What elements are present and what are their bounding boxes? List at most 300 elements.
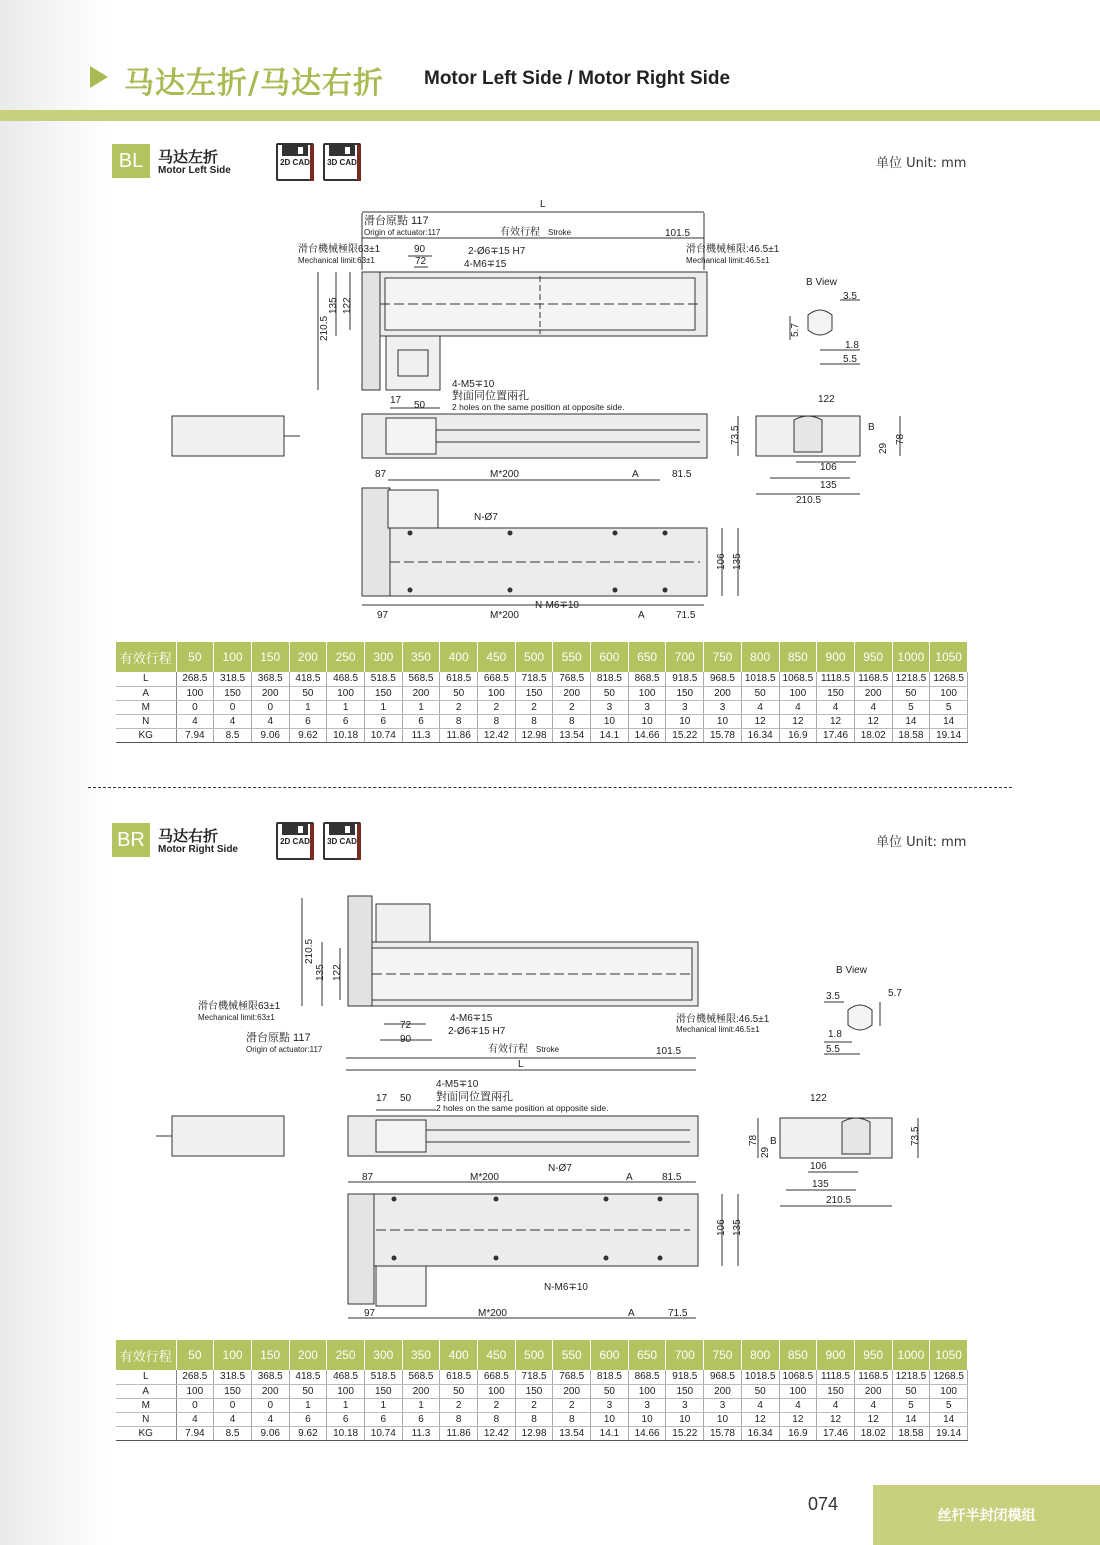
unit-label: 单位 Unit: mm	[876, 156, 967, 171]
table-cell: 10	[704, 714, 742, 728]
dim-a-top: A	[626, 1172, 633, 1183]
table-cell: 50	[440, 686, 478, 700]
table-cell: 50	[741, 686, 779, 700]
cad-2d-label: 2D CAD	[280, 837, 310, 846]
table-cell: 100	[327, 686, 365, 700]
dim-78: 78	[748, 1134, 759, 1146]
stroke-header-cell: 800	[741, 1340, 779, 1370]
table-cell: 418.5	[289, 1370, 327, 1384]
dim-90: 90	[400, 1034, 412, 1045]
origin-label-zh: 滑台原點 117	[246, 1032, 311, 1044]
opposite-holes-zh: 對面同位置兩孔	[436, 1091, 513, 1103]
dim-97: 97	[364, 1308, 376, 1319]
mech-limit-63-en: Mechanical limit:63±1	[198, 1013, 275, 1022]
table-cell: 3	[628, 1398, 666, 1412]
table-cell: 1018.5	[741, 672, 779, 686]
stroke-header-label: 有效行程	[116, 642, 176, 672]
table-cell: 150	[515, 686, 553, 700]
table-cell: 15.22	[666, 1426, 704, 1440]
table-cell: 50	[591, 1384, 629, 1398]
stroke-header-cell: 700	[666, 1340, 704, 1370]
table-cell: 9.06	[251, 728, 289, 742]
dim-78: 78	[895, 433, 906, 445]
table-cell: 5	[892, 700, 930, 714]
m5-10-label: 4-M5∓10	[436, 1079, 479, 1090]
dim-122: 122	[332, 964, 343, 981]
table-cell: 8	[515, 1412, 553, 1426]
table-cell: 16.34	[741, 728, 779, 742]
b-marker: B	[868, 422, 875, 433]
dim-m200-top: M*200	[490, 469, 519, 480]
dim-m200-bottom: M*200	[490, 610, 519, 621]
dim-1-8: 1.8	[828, 1029, 842, 1040]
table-cell: 12.98	[515, 1426, 553, 1440]
table-cell: 4	[817, 700, 855, 714]
spec-table-motor-left	[116, 642, 968, 743]
table-cell: 14	[892, 714, 930, 728]
table-cell: 100	[327, 1384, 365, 1398]
table-cell: 13.54	[553, 1426, 591, 1440]
cad-2d-label: 2D CAD	[280, 158, 310, 167]
stroke-header-cell: 100	[214, 1340, 252, 1370]
cad-3d-button[interactable]	[323, 822, 361, 860]
table-cell: 50	[289, 1384, 327, 1398]
mech-limit-63-zh: 滑台機械極限63±1	[298, 244, 381, 255]
table-cell: 11.86	[440, 728, 478, 742]
table-cell: 200	[553, 686, 591, 700]
dim-72: 72	[415, 256, 427, 267]
stroke-header-label: 有效行程	[116, 1340, 176, 1370]
table-cell: 12	[741, 1412, 779, 1426]
mech-limit-46-zh: 滑台機械極限:46.5±1	[686, 244, 780, 255]
table-cell: 100	[779, 1384, 817, 1398]
stroke-header-cell: 400	[440, 1340, 478, 1370]
stroke-header-cell: 400	[440, 642, 478, 672]
dim-a-bottom: A	[628, 1308, 635, 1319]
dim-210-5-end: 210.5	[796, 495, 822, 506]
dim-17: 17	[376, 1093, 388, 1104]
table-cell: 12	[817, 1412, 855, 1426]
table-cell: 768.5	[553, 672, 591, 686]
row-label: KG	[116, 728, 176, 742]
mech-limit-46-en: Mechanical limit:46.5±1	[676, 1025, 760, 1034]
table-cell: 318.5	[214, 1370, 252, 1384]
table-cell: 868.5	[628, 1370, 666, 1384]
row-label: A	[116, 686, 176, 700]
table-cell: 6	[289, 714, 327, 728]
table-cell: 968.5	[704, 1370, 742, 1384]
table-cell: 200	[402, 686, 440, 700]
spec-table-motor-right	[116, 1340, 968, 1441]
dim-81-5: 81.5	[672, 469, 692, 480]
table-cell: 518.5	[364, 1370, 402, 1384]
table-cell: 8	[553, 1412, 591, 1426]
table-cell: 14.1	[591, 1426, 629, 1440]
table-cell: 1	[327, 1398, 365, 1412]
stroke-header-cell: 550	[553, 642, 591, 672]
drawing-motor-left	[160, 195, 1020, 625]
dim-m200-top: M*200	[470, 1172, 499, 1183]
table-cell: 2	[440, 1398, 478, 1412]
dim-122: 122	[342, 297, 353, 314]
table-cell: 13.54	[553, 728, 591, 742]
opposite-holes-zh: 對面同位置兩孔	[452, 390, 529, 402]
stroke-header-cell: 600	[591, 642, 629, 672]
dim-135-side: 135	[732, 553, 743, 570]
table-cell: 14.66	[628, 728, 666, 742]
stroke-header-cell: 250	[327, 1340, 365, 1370]
table-cell: 15.22	[666, 728, 704, 742]
stroke-header-cell: 950	[854, 642, 892, 672]
table-cell: 6	[364, 714, 402, 728]
stroke-header-cell: 1000	[892, 642, 930, 672]
stroke-header-cell: 300	[364, 1340, 402, 1370]
row-label: A	[116, 1384, 176, 1398]
dim-90: 90	[414, 244, 426, 255]
table-cell: 718.5	[515, 1370, 553, 1384]
table-cell: 150	[666, 686, 704, 700]
table-cell: 1268.5	[930, 1370, 968, 1384]
table-cell: 6	[402, 714, 440, 728]
table-cell: 150	[364, 1384, 402, 1398]
table-cell: 8	[553, 714, 591, 728]
table-cell: 5	[892, 1398, 930, 1412]
table-cell: 50	[892, 1384, 930, 1398]
dim-3-5: 3.5	[826, 991, 840, 1002]
table-cell: 12	[779, 1412, 817, 1426]
cad-2d-button[interactable]	[276, 822, 314, 860]
table-cell: 14	[930, 1412, 968, 1426]
table-cell: 50	[440, 1384, 478, 1398]
table-cell: 4	[214, 1412, 252, 1426]
stroke-header-cell: 650	[628, 1340, 666, 1370]
table-cell: 17.46	[817, 728, 855, 742]
table-cell: 9.62	[289, 728, 327, 742]
table-cell: 868.5	[628, 672, 666, 686]
n-d7-label: N-Ø7	[548, 1163, 572, 1174]
dim-50: 50	[400, 1093, 412, 1104]
table-cell: 618.5	[440, 672, 478, 686]
table-cell: 1068.5	[779, 672, 817, 686]
cad-3d-button[interactable]	[323, 143, 361, 181]
holes-h7-label: 2-Ø6∓15 H7	[448, 1026, 506, 1037]
table-cell: 9.06	[251, 1426, 289, 1440]
table-cell: 1218.5	[892, 672, 930, 686]
holes-h7-label: 2-Ø6∓15 H7	[468, 246, 526, 257]
table-cell: 100	[176, 1384, 214, 1398]
table-cell: 0	[214, 700, 252, 714]
table-cell: 15.78	[704, 728, 742, 742]
cad-3d-label: 3D CAD	[327, 837, 357, 846]
stroke-header-cell: 200	[289, 1340, 327, 1370]
table-cell: 0	[251, 1398, 289, 1412]
stroke-header-cell: 850	[779, 1340, 817, 1370]
dim-71-5: 71.5	[668, 1308, 688, 1319]
table-cell: 8	[440, 1412, 478, 1426]
table-cell: 4	[214, 714, 252, 728]
table-row	[116, 1412, 968, 1426]
stroke-header-cell: 150	[251, 1340, 289, 1370]
table-cell: 5	[930, 1398, 968, 1412]
dim-71-5: 71.5	[676, 610, 696, 621]
table-cell: 100	[478, 686, 516, 700]
dim-5-7: 5.7	[790, 323, 801, 337]
table-cell: 200	[251, 686, 289, 700]
table-cell: 50	[892, 686, 930, 700]
table-cell: 2	[478, 1398, 516, 1412]
dim-122-end: 122	[818, 394, 835, 405]
table-cell: 3	[666, 1398, 704, 1412]
table-cell: 200	[854, 686, 892, 700]
table-cell: 2	[440, 700, 478, 714]
table-cell: 18.58	[892, 728, 930, 742]
origin-label-en: Origin of actuator:117	[246, 1045, 323, 1054]
table-cell: 12.42	[478, 728, 516, 742]
mech-limit-46-en: Mechanical limit:46.5±1	[686, 256, 770, 265]
dim-101-5: 101.5	[665, 228, 691, 239]
table-cell: 968.5	[704, 672, 742, 686]
table-cell: 200	[704, 686, 742, 700]
dim-81-5: 81.5	[662, 1172, 682, 1183]
table-cell: 1	[402, 1398, 440, 1412]
table-cell: 11.3	[402, 728, 440, 742]
table-cell: 8	[515, 714, 553, 728]
n-d7-label: N-Ø7	[474, 512, 498, 523]
table-cell: 1	[289, 1398, 327, 1412]
dim-a-top: A	[632, 469, 639, 480]
stroke-header-cell: 500	[515, 642, 553, 672]
b-view-label: B View	[836, 965, 867, 976]
dim-17: 17	[390, 395, 402, 406]
dim-1-8: 1.8	[845, 340, 859, 351]
table-cell: 200	[251, 1384, 289, 1398]
table-row	[116, 1384, 968, 1398]
table-cell: 10.74	[364, 1426, 402, 1440]
dim-m200-bottom: M*200	[478, 1308, 507, 1319]
dim-87: 87	[375, 469, 387, 480]
table-cell: 368.5	[251, 672, 289, 686]
table-cell: 668.5	[478, 672, 516, 686]
page-title-en: Motor Left Side / Motor Right Side	[424, 68, 731, 89]
table-cell: 150	[515, 1384, 553, 1398]
table-cell: 8.5	[214, 728, 252, 742]
stroke-header-cell: 350	[402, 1340, 440, 1370]
table-cell: 12.42	[478, 1426, 516, 1440]
table-row	[116, 1426, 968, 1440]
dim-5-5: 5.5	[843, 354, 857, 365]
table-cell: 468.5	[327, 1370, 365, 1384]
table-cell: 10	[628, 1412, 666, 1426]
table-cell: 6	[402, 1412, 440, 1426]
unit-label: 单位 Unit: mm	[876, 835, 967, 850]
table-cell: 10	[591, 1412, 629, 1426]
row-label: KG	[116, 1426, 176, 1440]
dim-122-end: 122	[810, 1093, 827, 1104]
dim-135-side: 135	[732, 1219, 743, 1236]
dim-97: 97	[377, 610, 389, 621]
table-cell: 200	[402, 1384, 440, 1398]
table-cell: 19.14	[930, 1426, 968, 1440]
table-cell: 200	[553, 1384, 591, 1398]
table-cell: 18.58	[892, 1426, 930, 1440]
origin-label-zh: 滑台原點 117	[364, 215, 429, 227]
table-cell: 418.5	[289, 672, 327, 686]
dim-73-5: 73.5	[910, 1126, 921, 1146]
table-cell: 100	[779, 686, 817, 700]
table-cell: 4	[817, 1398, 855, 1412]
stroke-header-cell: 100	[214, 642, 252, 672]
table-cell: 5	[930, 700, 968, 714]
stroke-label-zh: 有效行程	[488, 1044, 528, 1055]
table-cell: 3	[591, 700, 629, 714]
table-cell: 12.98	[515, 728, 553, 742]
dim-L: L	[518, 1059, 524, 1070]
table-cell: 14	[892, 1412, 930, 1426]
table-cell: 6	[364, 1412, 402, 1426]
table-cell: 150	[214, 1384, 252, 1398]
stroke-header-cell: 500	[515, 1340, 553, 1370]
table-row	[116, 672, 968, 686]
table-cell: 568.5	[402, 672, 440, 686]
table-cell: 100	[930, 686, 968, 700]
dim-135-end: 135	[812, 1179, 829, 1190]
table-cell: 918.5	[666, 672, 704, 686]
stroke-header-cell: 1050	[930, 1340, 968, 1370]
row-label: N	[116, 714, 176, 728]
table-cell: 0	[176, 1398, 214, 1412]
table-cell: 6	[327, 1412, 365, 1426]
m6-15-label: 4-M6∓15	[450, 1013, 493, 1024]
table-cell: 318.5	[214, 672, 252, 686]
table-cell: 4	[741, 1398, 779, 1412]
dim-5-5: 5.5	[826, 1044, 840, 1055]
table-cell: 200	[854, 1384, 892, 1398]
table-cell: 268.5	[176, 1370, 214, 1384]
n-m6-label: N-M6∓10	[544, 1282, 588, 1293]
dim-73-5: 73.5	[730, 425, 741, 445]
stroke-header-cell: 450	[478, 1340, 516, 1370]
table-cell: 1118.5	[817, 672, 855, 686]
b-view-label: B View	[806, 277, 837, 288]
dim-87: 87	[362, 1172, 374, 1183]
table-cell: 150	[364, 686, 402, 700]
stroke-header-cell: 600	[591, 1340, 629, 1370]
table-cell: 4	[854, 700, 892, 714]
table-cell: 10.18	[327, 1426, 365, 1440]
dim-135: 135	[315, 964, 326, 981]
dim-L: L	[540, 199, 546, 210]
table-cell: 18.02	[854, 728, 892, 742]
stroke-header-cell: 200	[289, 642, 327, 672]
table-cell: 1	[364, 1398, 402, 1412]
dim-5-7: 5.7	[888, 988, 902, 999]
table-cell: 8.5	[214, 1426, 252, 1440]
stroke-header-cell: 800	[741, 642, 779, 672]
table-cell: 1118.5	[817, 1370, 855, 1384]
mech-limit-46-zh: 滑台機械極限:46.5±1	[676, 1014, 770, 1025]
dim-29: 29	[878, 442, 889, 454]
table-cell: 10	[666, 714, 704, 728]
table-cell: 768.5	[553, 1370, 591, 1384]
dim-135-end: 135	[820, 480, 837, 491]
dim-72: 72	[400, 1020, 412, 1031]
table-cell: 618.5	[440, 1370, 478, 1384]
table-cell: 2	[515, 1398, 553, 1412]
header-bar	[0, 110, 1100, 121]
m5-10-label: 4-M5∓10	[452, 379, 495, 390]
table-cell: 6	[327, 714, 365, 728]
table-cell: 150	[817, 686, 855, 700]
row-label: N	[116, 1412, 176, 1426]
mech-limit-63-zh: 滑台機械極限63±1	[198, 1001, 281, 1012]
section-title-zh: 马达左折	[158, 148, 219, 166]
stroke-header-cell: 350	[402, 642, 440, 672]
stroke-header-cell: 850	[779, 642, 817, 672]
table-cell: 50	[289, 686, 327, 700]
opposite-holes-en: 2 holes on the same position at opposite side.	[452, 402, 625, 412]
stroke-header-cell: 250	[327, 642, 365, 672]
table-cell: 4	[741, 700, 779, 714]
page-title-zh: 马达左折/马达右折	[124, 66, 384, 101]
table-cell: 468.5	[327, 672, 365, 686]
table-cell: 3	[704, 1398, 742, 1412]
table-cell: 12	[779, 714, 817, 728]
table-cell: 18.02	[854, 1426, 892, 1440]
table-cell: 668.5	[478, 1370, 516, 1384]
table-cell: 12	[817, 714, 855, 728]
table-cell: 818.5	[591, 1370, 629, 1384]
table-cell: 0	[251, 700, 289, 714]
mech-limit-63-en: Mechanical limit:63±1	[298, 256, 375, 265]
dim-106-side: 106	[716, 1219, 727, 1236]
table-cell: 8	[440, 714, 478, 728]
cad-3d-label: 3D CAD	[327, 158, 357, 167]
table-cell: 518.5	[364, 672, 402, 686]
table-cell: 12	[854, 1412, 892, 1426]
stroke-header-cell: 700	[666, 642, 704, 672]
table-cell: 14.66	[628, 1426, 666, 1440]
table-cell: 818.5	[591, 672, 629, 686]
dim-210-5: 210.5	[319, 315, 330, 341]
stroke-header-cell: 900	[817, 1340, 855, 1370]
table-cell: 50	[591, 686, 629, 700]
drawing-motor-right	[150, 880, 1020, 1325]
floppy-disk-icon	[282, 824, 308, 835]
table-cell: 2	[478, 700, 516, 714]
cad-2d-button[interactable]	[276, 143, 314, 181]
table-cell: 9.62	[289, 1426, 327, 1440]
table-cell: 4	[854, 1398, 892, 1412]
table-cell: 3	[628, 700, 666, 714]
table-cell: 7.94	[176, 1426, 214, 1440]
stroke-header-cell: 1000	[892, 1340, 930, 1370]
table-cell: 1	[364, 700, 402, 714]
dim-210-5-end: 210.5	[826, 1195, 852, 1206]
table-row	[116, 714, 968, 728]
table-cell: 200	[704, 1384, 742, 1398]
dim-106-side: 106	[716, 553, 727, 570]
table-row	[116, 1398, 968, 1412]
dim-a-bottom: A	[638, 610, 645, 621]
section-divider	[88, 787, 1012, 788]
dim-29: 29	[760, 1146, 771, 1158]
opposite-holes-en: 2 holes on the same position at opposite side.	[436, 1103, 609, 1113]
table-cell: 7.94	[176, 728, 214, 742]
floppy-disk-icon	[329, 824, 355, 835]
table-cell: 1268.5	[930, 672, 968, 686]
table-cell: 4	[176, 1412, 214, 1426]
table-cell: 1168.5	[854, 672, 892, 686]
